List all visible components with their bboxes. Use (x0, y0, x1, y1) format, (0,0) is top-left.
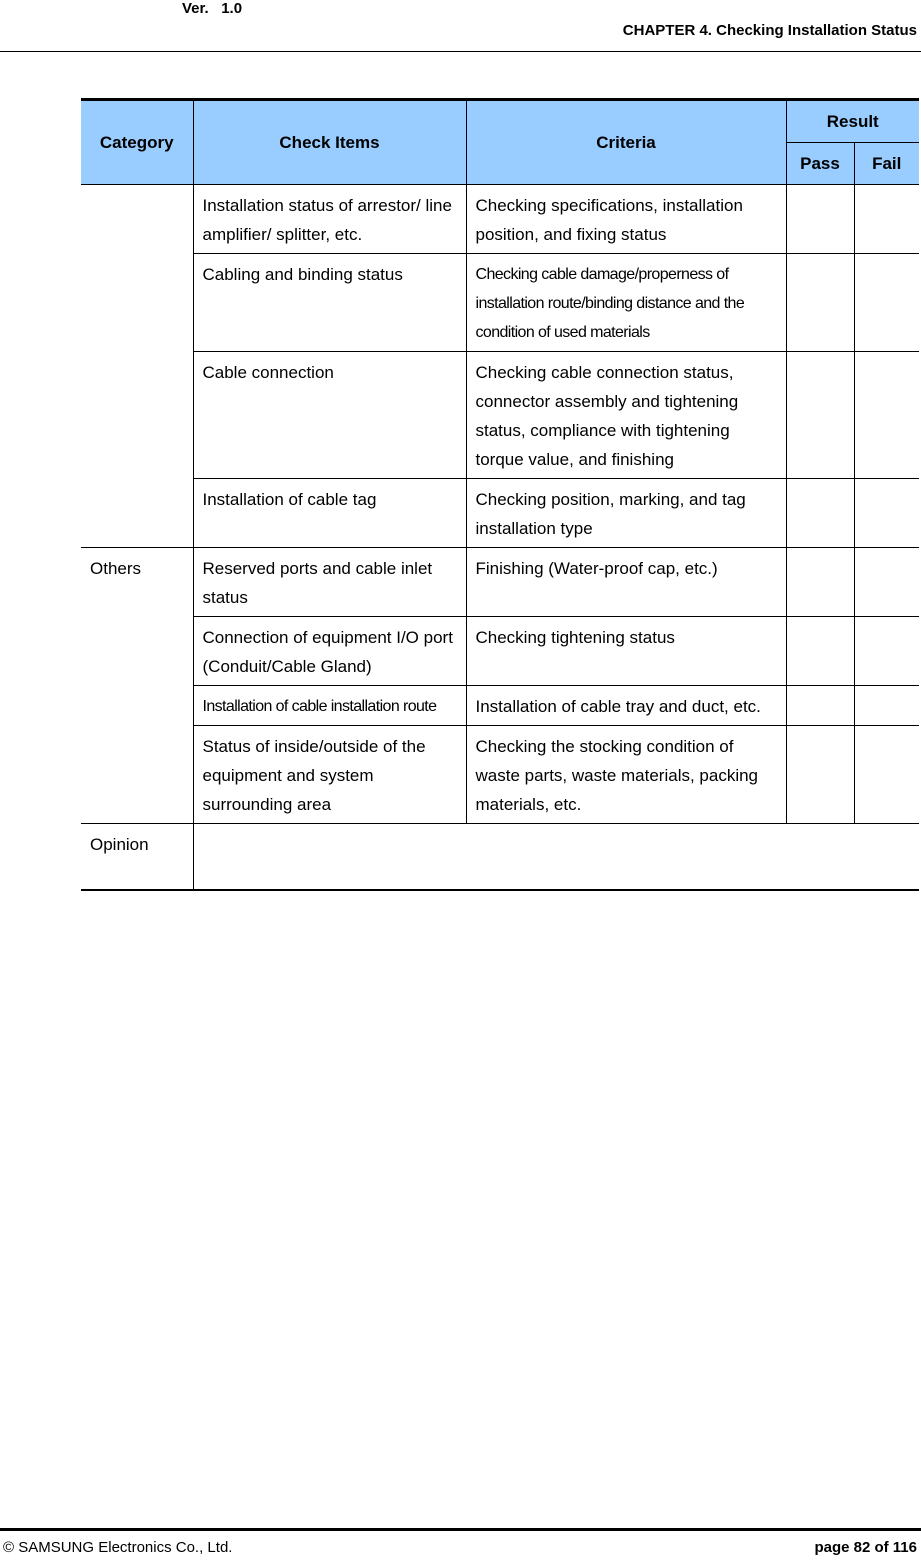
installation-checklist-table (81, 98, 919, 891)
row-category (81, 479, 193, 548)
header-fail: Fail (854, 143, 919, 185)
opinion-field (193, 824, 919, 890)
row-criteria: Checking position, marking, and tag installation type (466, 479, 786, 548)
row-check-item: Cable connection (193, 352, 466, 479)
row-check-item: Reserved ports and cable inlet status (193, 548, 466, 617)
row-pass-cell (786, 254, 854, 352)
row-criteria: Checking specifications, installation position, and fixing status (466, 185, 786, 254)
row-pass-cell (786, 479, 854, 548)
row-pass-cell (786, 617, 854, 686)
row-category (81, 185, 193, 254)
row-criteria: Checking cable connection status, connector assembly and tightening status, compliance with tightening torque value, and finishing (466, 352, 786, 479)
row-fail-cell (854, 548, 919, 617)
row-pass-cell (786, 352, 854, 479)
page-number: page 82 of 116 (814, 1539, 917, 1556)
row-criteria: Installation of cable tray and duct, etc. (466, 686, 786, 726)
document-version: Ver. 1.0 (182, 0, 243, 17)
row-fail-cell (854, 617, 919, 686)
copyright-text: © SAMSUNG Electronics Co., Ltd. (3, 1539, 233, 1556)
row-pass-cell (786, 185, 854, 254)
row-check-item: Installation of cable installation route (193, 686, 466, 726)
row-pass-cell (786, 726, 854, 824)
table-row (81, 617, 919, 686)
table-row (81, 548, 919, 617)
row-criteria: Checking the stocking condition of waste parts, waste materials, packing materials, etc. (466, 726, 786, 824)
row-category (81, 254, 193, 352)
header-result: Result (786, 100, 919, 143)
row-check-item: Cabling and binding status (193, 254, 466, 352)
header-criteria: Criteria (466, 100, 786, 185)
row-criteria: Checking cable damage/properness of installation route/binding distance and the condition of used materials (466, 254, 786, 352)
row-fail-cell (854, 726, 919, 824)
footer-divider (0, 1528, 921, 1531)
row-check-item: Connection of equipment I/O port (Conduit/Cable Gland) (193, 617, 466, 686)
header-check-items: Check Items (193, 100, 466, 185)
header-pass: Pass (786, 143, 854, 185)
row-category (81, 352, 193, 479)
row-pass-cell (786, 686, 854, 726)
row-check-item: Installation status of arrestor/ line amplifier/ splitter, etc. (193, 185, 466, 254)
row-fail-cell (854, 352, 919, 479)
row-criteria: Checking tightening status (466, 617, 786, 686)
table-row (81, 686, 919, 726)
header-divider (0, 51, 921, 52)
row-pass-cell (786, 548, 854, 617)
opinion-label: Opinion (81, 824, 193, 890)
table-header-row (81, 100, 919, 143)
row-category-others: Others (81, 548, 193, 824)
table-row (81, 726, 919, 824)
table-row (81, 185, 919, 254)
table-row (81, 479, 919, 548)
row-criteria: Finishing (Water-proof cap, etc.) (466, 548, 786, 617)
row-fail-cell (854, 479, 919, 548)
row-check-item: Installation of cable tag (193, 479, 466, 548)
opinion-row (81, 824, 919, 890)
chapter-title: CHAPTER 4. Checking Installation Status (622, 22, 917, 39)
header-category: Category (81, 100, 193, 185)
table-row (81, 254, 919, 352)
row-fail-cell (854, 185, 919, 254)
table-row (81, 352, 919, 479)
row-fail-cell (854, 686, 919, 726)
row-check-item: Status of inside/outside of the equipment and system surrounding area (193, 726, 466, 824)
row-fail-cell (854, 254, 919, 352)
